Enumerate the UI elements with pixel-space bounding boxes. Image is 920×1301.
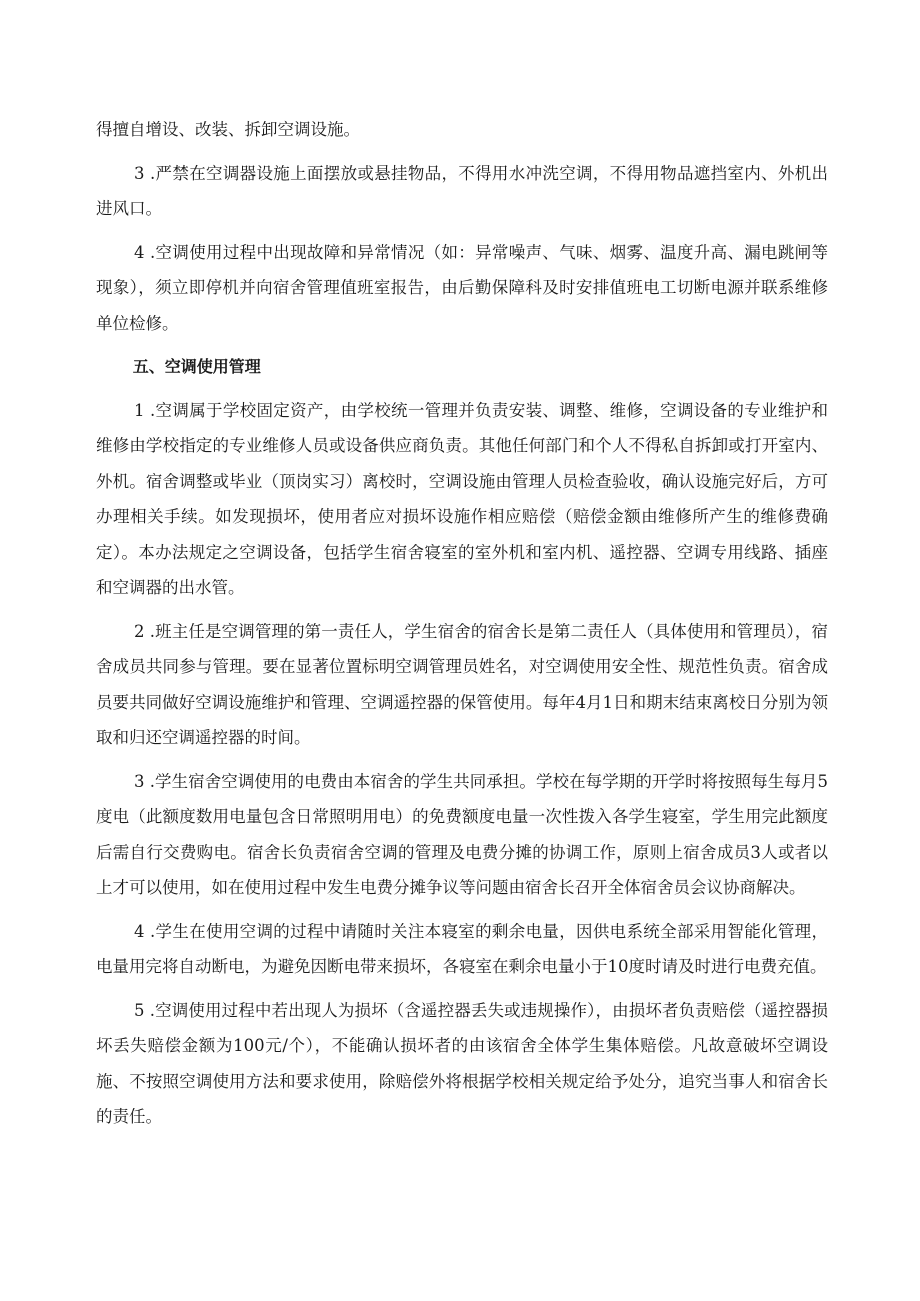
- paragraph-section5-item-3: 3 .学生宿舍空调使用的电费由本宿舍的学生共同承担。学校在每学期的开学时将按照每生每月5度电（此额度数用电量包含日常照明用电）的免费额度电量一次性拨入各学生寝室，学生用完此额度后需自行交费购电。宿舍长负责宿舍空调的管理及电费分摊的协调工作，原则上宿舍成员3人或者以上才可以使用，如在使用过程中发生电费分摊争议等问题由宿舍长召开全体宿舍员会议协商解决。: [96, 771, 828, 897]
- paragraph-section5-item-1: 1 .空调属于学校固定资产，由学校统一管理并负责安装、调整、维修，空调设备的专业维护和维修由学校指定的专业维修人员或设备供应商负责。其他任何部门和个人不得私自拆卸或打开室内、外机。宿舍调整或毕业（顶岗实习）离校时，空调设施由管理人员检查验收，确认设施完好后，方可办理相关手续。如发现损坏，使用者应对损坏设施作相应赔偿（赔偿金额由维修所产生的维修费确定）。本办法规定之空调设备，包括学生宿舍寝室的室外机和室内机、遥控器、空调专用线路、插座和空调器的出水管。: [96, 400, 828, 597]
- section-heading: 五、空调使用管理: [132, 357, 261, 376]
- document-body: [96, 112, 828, 1143]
- paragraph-item-3: 3 .严禁在空调器设施上面摆放或悬挂物品，不得用水冲洗空调，不得用物品遮挡室内、外机出进风口。: [96, 163, 828, 218]
- paragraph-section5-item-4: 4 .学生在使用空调的过程中请随时关注本寝室的剩余电量，因供电系统全部采用智能化管理，电量用完将自动断电，为避免因断电带来损坏，各寝室在剩余电量小于10度时请及时进行电费充值。: [96, 921, 828, 976]
- paragraph-item-4: 4 .空调使用过程中出现故障和异常情况（如：异常噪声、气味、烟雾、温度升高、漏电跳闸等现象），须立即停机并向宿舍管理值班室报告，由后勤保障科及时安排值班电工切断电源并联系维修单位检修。: [96, 242, 828, 333]
- paragraph-continuation: 得擅自增设、改装、拆卸空调设施。: [96, 120, 360, 139]
- paragraph-section5-item-5: 5 .空调使用过程中若出现人为损坏（含遥控器丢失或违规操作），由损坏者负责赔偿（遥控器损坏丢失赔偿金额为100元/个），不能确认损坏者的由该宿舍全体学生集体赔偿。凡故意破坏空调设施、不按照空调使用方法和要求使用，除赔偿外将根据学校相关规定给予处分，追究当事人和宿舍长的责任。: [96, 1000, 828, 1126]
- paragraph-section5-item-2: 2 .班主任是空调管理的第一责任人，学生宿舍的宿舍长是第二责任人（具体使用和管理员），宿舍成员共同参与管理。要在显著位置标明空调管理员姓名，对空调使用安全性、规范性负责。宿舍成员要共同做好空调设施维护和管理、空调遥控器的保管使用。每年4月1日和期末结束离校日分别为领取和归还空调遥控器的时间。: [96, 621, 828, 747]
